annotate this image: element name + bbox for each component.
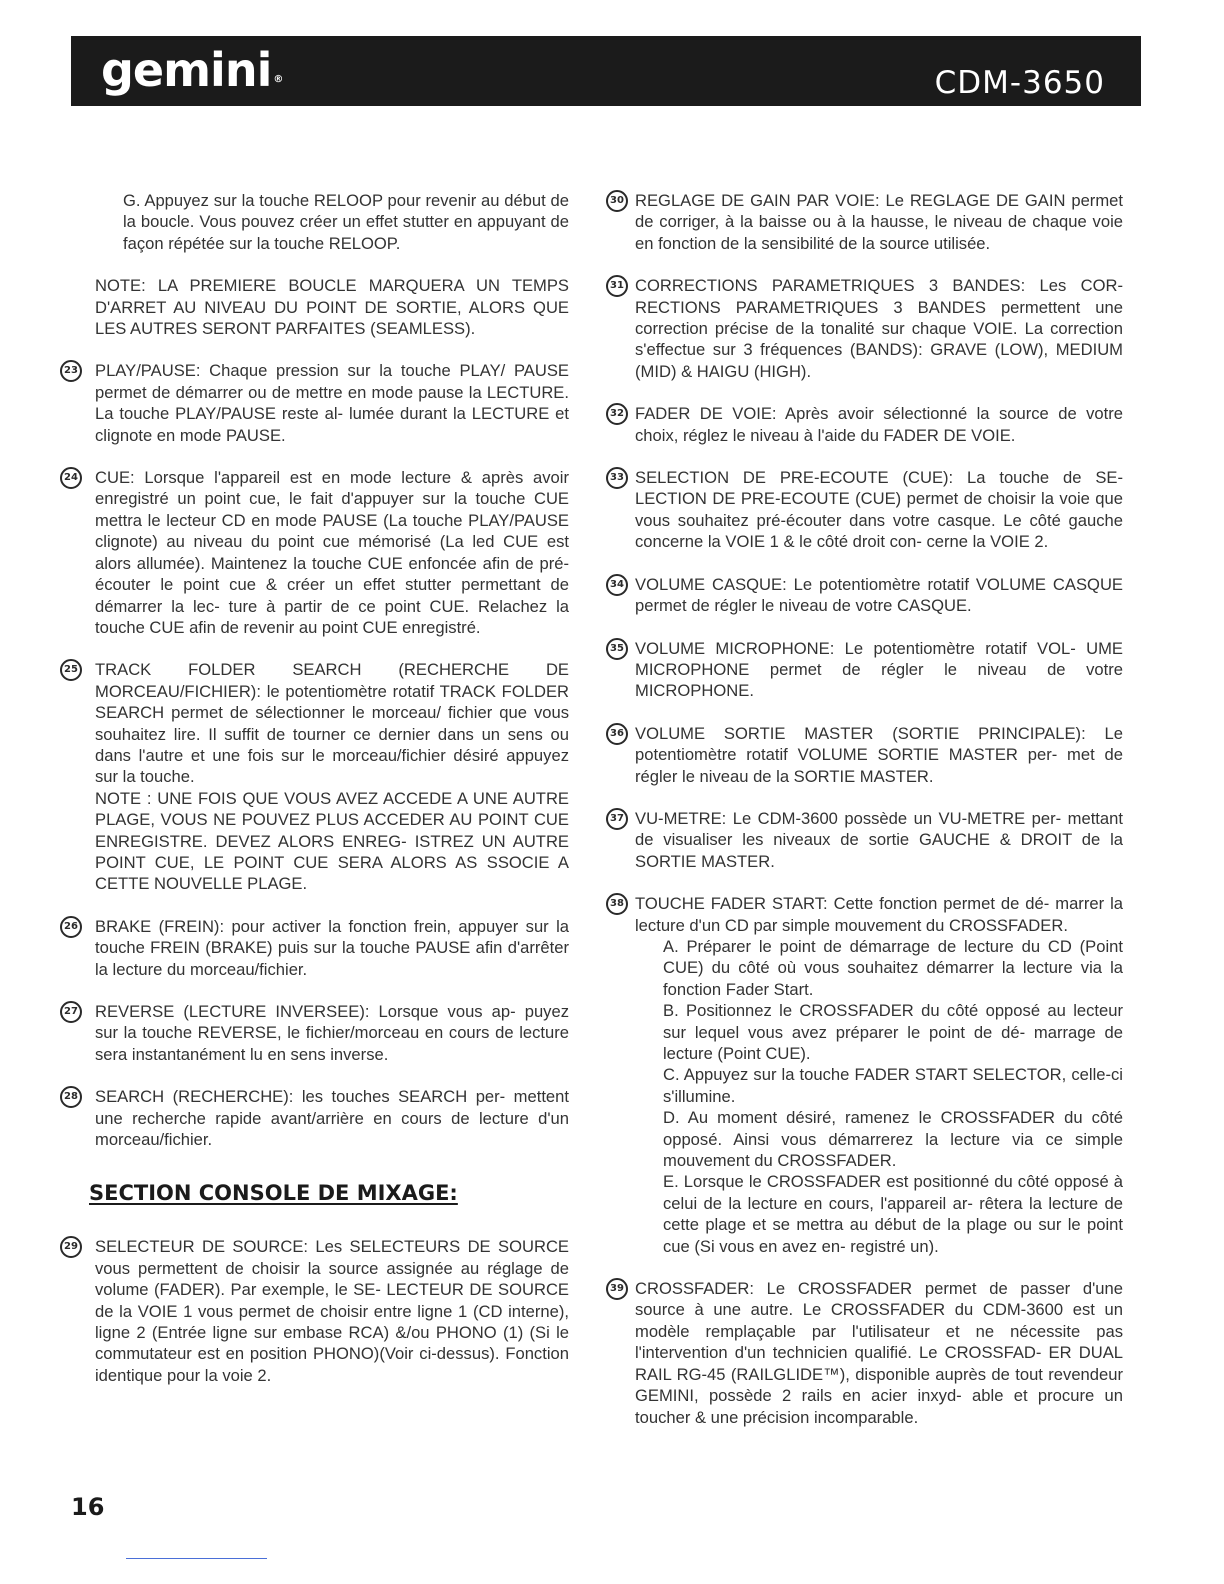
item-number-badge: 32 (606, 403, 628, 425)
item-number-badge: 30 (606, 190, 628, 212)
gemini-logo (101, 44, 282, 96)
item-29 (64, 1236, 569, 1386)
item-number-badge: 35 (606, 638, 628, 660)
item-number-badge: 25 (60, 659, 82, 681)
item-26 (64, 916, 569, 980)
item-38 (610, 893, 1123, 1257)
step-d: D. Au moment désiré, ramenez le CROSSFADER du côté opposé. Ainsi vous démarrerez la lecture via ce simple mouvement du CROSSFADER. (663, 1108, 1123, 1171)
brand-name: gemini (101, 43, 272, 97)
item-34 (610, 574, 1123, 617)
item-number-badge: 37 (606, 808, 628, 830)
fader-start-steps (663, 936, 1123, 1257)
item-36 (610, 723, 1123, 787)
item-text: VOLUME MICROPHONE: Le potentiomètre rotatif VOL- UME MICROPHONE permet de régler le niveau de votre MICROPHONE. (635, 638, 1123, 701)
item-31 (610, 275, 1123, 382)
step-c: C. Appuyez sur la touche FADER START SELECTOR, celle-ci s'illumine. (663, 1065, 1123, 1106)
item-number-badge: 31 (606, 275, 628, 297)
page-header (71, 36, 1141, 106)
item-text: TOUCHE FADER START: Cette fonction permet de dé- marrer la lecture d'un CD par simple mouvement du CROSSFADER. (635, 894, 1123, 935)
item-text: CROSSFADER: Le CROSSFADER permet de passer d'une source à une autre. Le CROSSFADER du CDM-3600 est un modèle remplaçable par l'utilisateur et ne nécessite pas l'intervention d'un technicien qualifié. Le CROSSFAD- ER DUAL RAIL RG-45 (RAILGLIDE™), disponible auprès de tout revendeur GEMINI, possède 2 rails en acier inxyd- able et procure un toucher & une précision incomparable. (635, 1279, 1123, 1427)
item-text: BRAKE (FREIN): pour activer la fonction frein, appuyer sur la touche FREIN (BRAKE) puis sur la touche PAUSE afin d'arrêter la lecture du morceau/fichier. (95, 916, 569, 979)
item-number-badge: 29 (60, 1236, 82, 1258)
item-39 (610, 1278, 1123, 1428)
item-number-badge: 24 (60, 467, 82, 489)
item-text: CORRECTIONS PARAMETRIQUES 3 BANDES: Les COR- RECTIONS PARAMETRIQUES 3 BANDES permettent une correction précise de la tonalité sur chaque VOIE. La correction s'effectue sur 3 fréquences (BANDS): GRAVE (LOW), MEDIUM (MID) & HAIGU (HIGH). (635, 276, 1123, 381)
item-text: CUE: Lorsque l'appareil est en mode lecture & après avoir enregistré un point cue, le fait d'appuyer sur la touche CUE mettra le lecteur CD en mode PAUSE (La touche PLAY/PAUSE clignote) au niveau du point cue mémorisé (La led CUE est alors allumée). Maintenez la touche CUE enfoncée afin de pré-écouter le point cue & créer un effet stutter permettant de démarrer la lec- ture à partir de ce point CUE. Relachez la touche CUE afin de revenir au point CUE enregistré. (95, 468, 569, 637)
item-text: VOLUME CASQUE: Le potentiomètre rotatif VOLUME CASQUE permet de régler le niveau de votre CASQUE. (635, 574, 1123, 616)
item-text: FADER DE VOIE: Après avoir sélectionné la source de votre choix, réglez le niveau à l'aide du FADER DE VOIE. (635, 404, 1123, 445)
item-25 (64, 659, 569, 894)
loop-note: NOTE: LA PREMIERE BOUCLE MARQUERA UN TEMPS D'ARRET AU NIVEAU DU POINT DE SORTIE, ALORS QUE LES AUTRES SERONT PARFAITES (SEAMLESS). (95, 276, 569, 339)
item-number-badge: 33 (606, 467, 628, 489)
item-text: REGLAGE DE GAIN PAR VOIE: Le REGLAGE DE GAIN permet de corriger, à la baisse ou à la hausse, le niveau de chaque voie en fonction de la sensibilité de la source utilisée. (635, 191, 1123, 253)
item-37 (610, 808, 1123, 872)
item-text: VOLUME SORTIE MASTER (SORTIE PRINCIPALE): Le potentiomètre rotatif VOLUME SORTIE MASTER per- met de régler le niveau de la SORTIE MASTER. (635, 723, 1123, 786)
item-text: SELECTION DE PRE-ECOUTE (CUE): La touche de SE- LECTION DE PRE-ECOUTE (CUE) permet de choisir la voie que vous souhaitez pré-écouter dans votre casque. Le côté gauche concerne la VOIE 1 & le côté droit con- cerne la VOIE 2. (635, 468, 1123, 552)
item-number-badge: 27 (60, 1001, 82, 1023)
item-note: NOTE : UNE FOIS QUE VOUS AVEZ ACCEDE A UNE AUTRE PLAGE, VOUS NE POUVEZ PLUS ACCEDER AU POINT CUE ENREGISTRE. DEVEZ ALORS ENREG- ISTREZ UN AUTRE POINT CUE, LE POINT CUE SERA ALORS AS SSOCIE A CETTE NOUVELLE PLAGE. (95, 788, 569, 894)
item-27 (64, 1001, 569, 1065)
item-24 (64, 467, 569, 638)
item-text: REVERSE (LECTURE INVERSEE): Lorsque vous ap- puyez sur la touche REVERSE, le fichier/morceau en cours de lecture sera instantanément lu en sens inverse. (95, 1002, 569, 1064)
step-a: A. Préparer le point de démarrage de lecture du CD (Point CUE) du côté où vous souhaitez démarrer la lecture via la fonction Fader Start. (663, 936, 1123, 999)
item-number-badge: 26 (60, 916, 82, 938)
item-text: TRACK FOLDER SEARCH (RECHERCHE DE MORCEAU/FICHIER): le potentiomètre rotatif TRACK FOLDER SEARCH permet de sélectionner le morceau/ fichier que vous souhaitez lire. Il suffit de tourner ce dernier dans un sens ou dans l'autre et une fois sur le morceau/fichier désiré appuyez sur la touche. (95, 660, 569, 787)
item-28 (64, 1086, 569, 1150)
registered-mark: ® (273, 74, 283, 85)
item-35 (610, 638, 1123, 702)
item-30 (610, 190, 1123, 254)
item-32 (610, 403, 1123, 446)
item-number-badge: 38 (606, 893, 628, 915)
reloop-step: G. Appuyez sur la touche RELOOP pour revenir au début de la boucle. Vous pouvez créer un effet stutter en appuyant de façon répétée sur la touche RELOOP. (123, 191, 569, 253)
item-33 (610, 467, 1123, 553)
item-text: SEARCH (RECHERCHE): les touches SEARCH per- mettent une recherche rapide avant/arrière en cours de lecture d'un morceau/fichier. (95, 1087, 569, 1150)
item-text: PLAY/PAUSE: Chaque pression sur la touche PLAY/ PAUSE permet de démarrer ou de mettre en mode pause la LECTURE. La touche PLAY/PAUSE reste al- lumée durant la LECTURE et clignote en mode PAUSE. (95, 361, 569, 445)
left-column (64, 190, 569, 1386)
section-title: SECTION CONSOLE DE MIXAGE: (89, 1181, 458, 1206)
right-column (610, 190, 1123, 1428)
item-number-badge: 34 (606, 574, 628, 596)
step-b: B. Positionnez le CROSSFADER du côté opposé au lecteur sur lequel vous avez préparer le point de dé- marrage de lecture (Point CUE). (663, 1001, 1123, 1063)
item-number-badge: 28 (60, 1086, 82, 1108)
item-23 (64, 360, 569, 446)
page-number: 16 (71, 1493, 105, 1521)
model-name: CDM-3650 (934, 65, 1105, 101)
item-number-badge: 39 (606, 1278, 628, 1300)
item-text: SELECTEUR DE SOURCE: Les SELECTEURS DE SOURCE vous permettent de choisir la source assignée au réglage de volume (FADER). Par exemple, le SE- LECTEUR DE SOURCE de la VOIE 1 vous permet de choisir entre ligne 1 (CD interne), ligne 2 (Entrée ligne sur embase RCA) &/ou PHONO (1) (Si le commutateur est en position PHONO)(Voir ci-dessus). Fonction identique pour la voie 2. (95, 1237, 569, 1385)
footer-divider (126, 1558, 267, 1559)
step-e: E. Lorsque le CROSSFADER est positionné du côté opposé à celui de la lecture en cours, l'appareil ar- rêtera la lecture de cette plage et se mettra au début de la plage ou sur le point cue (Si vous en avez en- registré un). (663, 1172, 1123, 1256)
item-number-badge: 36 (606, 723, 628, 745)
item-number-badge: 23 (60, 360, 82, 382)
item-text: VU-METRE: Le CDM-3600 possède un VU-METRE per- mettant de visualiser les niveaux de sortie GAUCHE & DROIT de la SORTIE MASTER. (635, 808, 1123, 871)
